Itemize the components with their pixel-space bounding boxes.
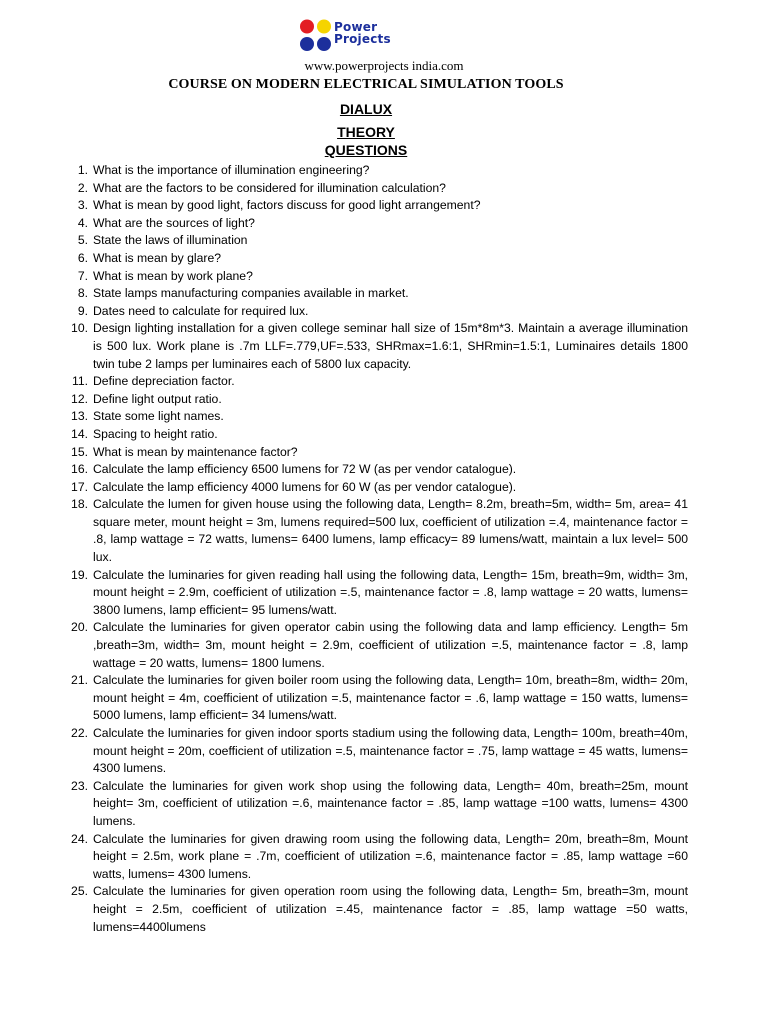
logo-circles-icon <box>298 18 334 54</box>
question-number: 2. <box>77 180 88 195</box>
question-text: State the laws of illumination <box>93 233 248 248</box>
question-number: 22. <box>71 726 88 740</box>
question-item <box>66 567 688 620</box>
question-number: 16. <box>71 462 88 477</box>
question-text: What is mean by maintenance factor? <box>93 444 298 459</box>
question-list <box>66 162 688 936</box>
question-text: Calculate the lamp efficiency 4000 lumens for 60 W (as per vendor catalogue). <box>93 479 517 494</box>
question-number: 21. <box>71 673 88 688</box>
subject-heading: DIALUX <box>339 101 393 117</box>
question-item <box>66 373 688 391</box>
question-text: State some light names. <box>93 409 224 424</box>
question-number: 8. <box>77 286 88 301</box>
question-text: Calculate the lamp efficiency 6500 lumens for 72 W (as per vendor catalogue). <box>93 462 517 477</box>
question-number: 7. <box>77 268 88 283</box>
question-text: State lamps manufacturing companies available in market. <box>93 286 409 301</box>
question-number: 20. <box>71 620 88 635</box>
question-number: 3. <box>77 198 88 213</box>
section-heading: THEORY <box>337 124 395 140</box>
question-number: 1. <box>77 163 88 177</box>
question-text: What is the importance of illumination engineering? <box>93 163 370 177</box>
question-text: Design lighting installation for a given college seminar hall size of 15m*8m*3. Maintain a average illumination is 500 lux. Work plane is .7m LLF=.779,UF=.533, SHRmax=1.6:1, SHRmin=1.5:1, Luminaires details 1800 twin tube 2 lamps per luminaires each of 5800 lux capacity. <box>93 321 688 371</box>
question-item <box>66 619 688 672</box>
question-item <box>66 883 688 936</box>
question-item <box>66 320 688 373</box>
question-item <box>66 408 688 426</box>
question-number: 19. <box>71 567 88 582</box>
question-number: 10. <box>71 321 88 336</box>
question-item <box>66 672 688 725</box>
question-number: 12. <box>71 391 88 406</box>
question-item <box>66 215 688 233</box>
question-item <box>66 479 688 497</box>
question-item <box>66 391 688 409</box>
question-number: 15. <box>71 444 88 459</box>
question-text: What is mean by glare? <box>93 250 222 265</box>
question-text: Spacing to height ratio. <box>93 426 218 441</box>
question-text: Define depreciation factor. <box>93 374 235 389</box>
course-title: COURSE ON MODERN ELECTRICAL SIMULATION TOOLS <box>168 77 564 92</box>
question-item <box>66 250 688 268</box>
question-number: 24. <box>71 831 88 846</box>
question-text: What is mean by work plane? <box>93 268 253 283</box>
question-number: 23. <box>71 778 88 793</box>
question-number: 18. <box>71 497 88 512</box>
question-item <box>66 444 688 462</box>
question-text: What are the factors to be considered for illumination calculation? <box>93 180 446 195</box>
power-projects-logo <box>298 18 418 58</box>
question-number: 4. <box>77 215 88 230</box>
question-number: 14. <box>71 426 88 441</box>
question-text: Calculate the luminaries for given drawing room using the following data, Length= 20m, breath=8m, Mount height = 2.5m, work plane = .7m, coefficient of utilization =.6, maintenance factor = .85, lamp wattage =60 watts, lumens= 4300 lumens. <box>93 831 688 881</box>
logo-text-line2: Projects <box>334 32 391 46</box>
question-text: What is mean by good light, factors discuss for good light arrangement? <box>93 198 481 213</box>
subsection-heading: QUESTIONS <box>324 142 408 158</box>
question-text: Calculate the luminaries for given boiler room using the following data, Length= 10m, breath=8m, width= 20m, mount height = 4m, coefficient of utilization =.5, maintenance factor = .6, lamp wattage = 150 watts, lumens= 5000 lumens, lamp efficient= 34 lumens/watt. <box>93 673 688 723</box>
question-text: Calculate the luminaries for given reading hall using the following data, Length= 15m, breath=9m, width= 3m, mount height = 2.9m, coefficient of utilization =.5, maintenance factor = .8, lamp wattage = 20 watts, lumens= 3800 lumens, lamp efficient= 95 lumens/watt. <box>93 567 688 617</box>
question-number: 11. <box>71 374 88 389</box>
question-text: Calculate the luminaries for given operator cabin using the following data and lamp efficiency. Length= 5m ,breath=3m, width= 3m, mount height = 2.9m, coefficient of utilization =.5, maintenance factor = .8, lamp wattage = 20 watts, lumens= 1800 lumens. <box>93 620 688 670</box>
question-item <box>66 496 688 566</box>
question-item <box>66 162 688 180</box>
question-item <box>66 232 688 250</box>
question-text: Calculate the lumen for given house using the following data, Length= 8.2m, breath=5m, width= 5m, area= 41 square meter, mount height = 3m, lumens required=500 lux, coefficient of utilization =.4, maintenance factor = .8, lamp wattage = 72 watts, lumens= 6400 lumens, lamp efficacy= 89 lumens/watt, maintain a lux level= 500 lux. <box>93 497 688 565</box>
question-item <box>66 268 688 286</box>
question-number: 9. <box>77 303 88 318</box>
question-text: Calculate the luminaries for given operation room using the following data, Length= 5m, breath=3m, mount height = 2.5m, coefficient of utilization =.45, maintenance factor = .85, lamp wattage =50 watts, lumens=4400lumens <box>93 884 688 934</box>
question-text: Define light output ratio. <box>93 391 222 406</box>
question-item <box>66 461 688 479</box>
question-item <box>66 725 688 778</box>
question-text: Dates need to calculate for required lux. <box>93 303 309 318</box>
question-number: 25. <box>71 884 88 899</box>
question-item <box>66 778 688 831</box>
question-item <box>66 426 688 444</box>
question-text: Calculate the luminaries for given indoor sports stadium using the following data, Length= 100m, breath=40m, mount height = 20m, coefficient of utilization =.5, maintenance factor = .75, lamp wattage = 45 watts, lumens= 4300 lumens. <box>93 726 688 776</box>
question-number: 17. <box>71 479 88 494</box>
question-text: What are the sources of light? <box>93 215 255 230</box>
site-url: www.powerprojects india.com <box>304 58 464 73</box>
question-item <box>66 831 688 884</box>
question-text: Calculate the luminaries for given work shop using the following data, Length= 40m, breath=25m, mount height= 3m, coefficient of utilization =.6, maintenance factor = .85, lamp wattage =100 watts, lumens= 4300 lumens. <box>93 778 688 828</box>
question-item <box>66 180 688 198</box>
question-number: 6. <box>77 250 88 265</box>
question-number: 13. <box>71 409 88 424</box>
question-number: 5. <box>77 233 88 248</box>
logo-text-line1: Power <box>334 20 378 34</box>
question-item <box>66 197 688 215</box>
question-item <box>66 303 688 321</box>
question-item <box>66 285 688 303</box>
